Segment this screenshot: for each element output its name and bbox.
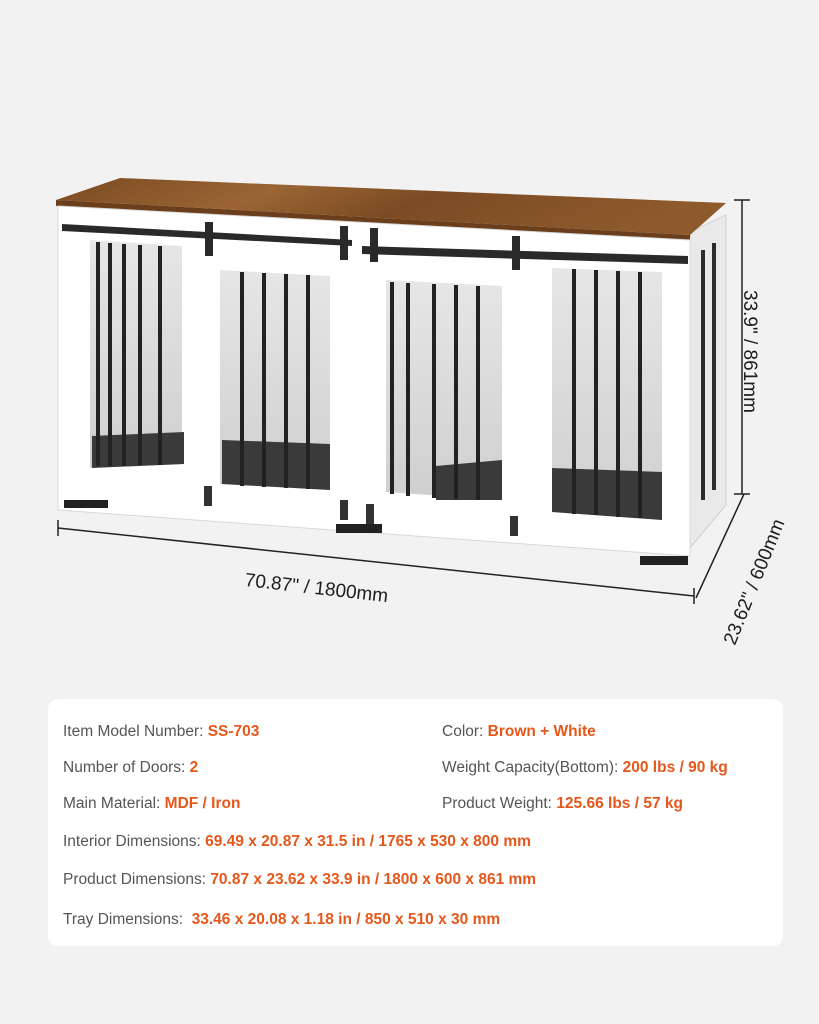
spec-value: 200 lbs / 90 kg (622, 759, 728, 776)
spec-material (63, 795, 240, 813)
spec-value: Brown + White (487, 723, 596, 740)
spec-label: Product Dimensions: (63, 871, 211, 888)
spec-tray (63, 911, 500, 929)
spec-value: 125.66 lbs / 57 kg (556, 795, 683, 812)
spec-value: 2 (189, 759, 199, 776)
spec-value: 69.49 x 20.87 x 31.5 in / 1765 x 530 x 800 mm (205, 833, 531, 850)
spec-doors (63, 759, 198, 777)
spec-label: Tray Dimensions: (63, 911, 192, 928)
spec-label: Color: (442, 723, 488, 740)
spec-label: Item Model Number: (63, 723, 208, 740)
crate-side-panel (690, 215, 726, 548)
spec-model (63, 723, 259, 741)
depth-dimension-label: 23.62" / 600mm (720, 516, 790, 648)
height-dimension-label: 33.9" / 861mm (739, 290, 760, 413)
spec-value: 70.87 x 23.62 x 33.9 in / 1800 x 600 x 861 mm (210, 871, 537, 888)
spec-weight-capacity (442, 759, 728, 777)
spec-interior (63, 833, 531, 851)
spec-value: SS-703 (207, 723, 260, 740)
spec-color (442, 723, 596, 741)
spec-product-weight (442, 795, 683, 813)
spec-value: MDF / Iron (164, 795, 241, 812)
spec-label: Main Material: (63, 795, 165, 812)
width-dimension-label: 70.87" / 1800mm (243, 570, 390, 608)
spec-label: Product Weight: (442, 795, 557, 812)
spec-label: Number of Doors: (63, 759, 190, 776)
spec-label: Weight Capacity(Bottom): (442, 759, 623, 776)
spec-product-dims (63, 871, 536, 889)
spec-label: Interior Dimensions: (63, 833, 206, 850)
spec-value: 33.46 x 20.08 x 1.18 in / 850 x 510 x 30 mm (191, 911, 501, 928)
spec-panel (48, 699, 783, 946)
